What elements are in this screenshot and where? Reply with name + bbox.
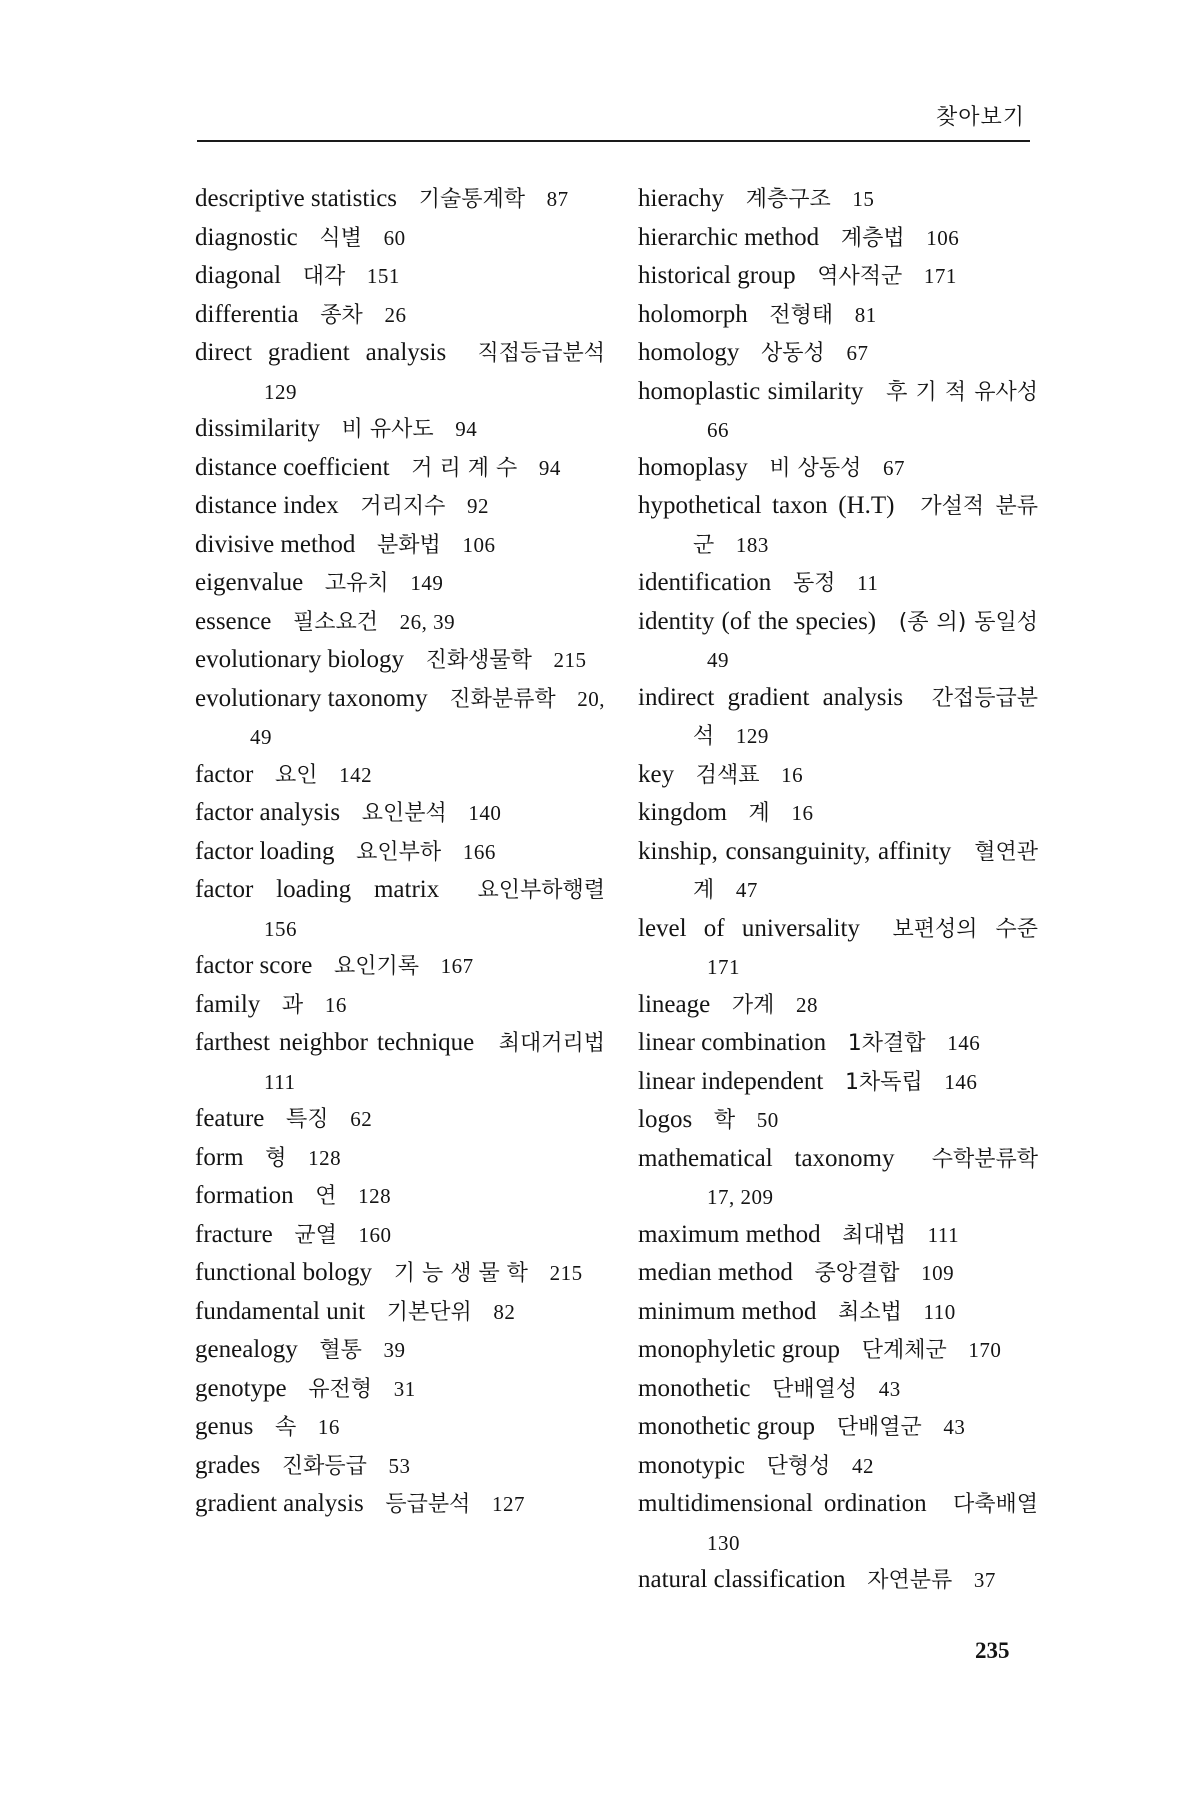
korean-equivalent: (종 의) 동일성 (898, 609, 1038, 635)
korean-equivalent: 요인 (274, 762, 318, 788)
index-entry (638, 1370, 1038, 1409)
korean-equivalent: 진화등급 (281, 1453, 367, 1479)
korean-equivalent: 단배열군 (836, 1415, 922, 1440)
index-entry (638, 833, 1038, 910)
korean-equivalent: 직접등급분석 (477, 341, 605, 366)
page-reference: 171 (707, 955, 740, 979)
index-term: gradient analysis (195, 1490, 364, 1517)
korean-equivalent: 최대법 (842, 1222, 907, 1248)
page-reference: 106 (926, 225, 960, 250)
index-entry (195, 487, 605, 526)
index-term: indirect gradient analysis (638, 683, 904, 711)
index-entry (638, 910, 1038, 986)
page-reference: 67 (883, 455, 906, 480)
index-entry (638, 257, 1038, 296)
page-reference: 92 (467, 494, 489, 518)
index-entry (195, 1331, 605, 1370)
index-term: direct gradient analysis (195, 339, 447, 366)
index-entry (195, 1370, 605, 1409)
korean-equivalent: 식별 (319, 225, 362, 251)
index-term: genotype (195, 1374, 287, 1402)
page-reference: 31 (393, 1376, 416, 1401)
index-entry (195, 871, 605, 947)
index-entry (195, 1100, 605, 1139)
index-entry (195, 1408, 605, 1447)
index-term: evolutionary biology (195, 646, 404, 673)
korean-equivalent: 종차 (320, 302, 363, 328)
index-entry (195, 756, 605, 795)
index-term: feature (195, 1105, 265, 1132)
page-reference: 62 (350, 1107, 373, 1131)
korean-equivalent: 단계체군 (861, 1338, 947, 1363)
page-reference: 142 (339, 762, 373, 787)
index-term: monophyletic group (638, 1336, 841, 1363)
index-term: minimum method (638, 1297, 817, 1325)
index-term: factor loading (195, 837, 335, 865)
index-term: homoplasy (638, 453, 748, 481)
index-entry (638, 1447, 1038, 1486)
index-term: factor analysis (195, 799, 341, 826)
korean-equivalent: 속 (274, 1415, 297, 1440)
page-reference: 49 (707, 648, 729, 672)
index-entry (638, 1293, 1038, 1332)
page-reference: 11 (857, 571, 879, 595)
korean-equivalent: 거리지수 (360, 494, 446, 519)
page-reference: 28 (795, 992, 818, 1017)
index-entry (195, 986, 605, 1025)
page-reference: 26 (384, 302, 407, 327)
page-reference: 50 (756, 1108, 779, 1132)
korean-equivalent: 기술통계학 (418, 187, 525, 212)
page-reference: 60 (383, 225, 406, 250)
korean-equivalent: 1차독립 (844, 1069, 923, 1095)
page-reference: 111 (264, 1069, 296, 1094)
index-term: formation (195, 1182, 294, 1209)
korean-equivalent: 중앙결합 (814, 1261, 900, 1286)
index-term: family (195, 990, 261, 1018)
index-term: identification (638, 569, 772, 596)
index-term: dissimilarity (195, 415, 320, 442)
korean-equivalent: 1차결합 (847, 1031, 926, 1056)
korean-equivalent: 가계 (731, 992, 775, 1018)
index-term: distance coefficient (195, 453, 390, 481)
index-term: linear combination (638, 1029, 827, 1056)
page-reference: 166 (462, 839, 496, 864)
korean-equivalent: 비 유사도 (341, 417, 434, 442)
page-reference: 47 (735, 878, 758, 902)
index-term: key (638, 760, 675, 788)
index-term: descriptive statistics (195, 185, 398, 212)
page-reference: 156 (264, 916, 297, 941)
index-entry (638, 1408, 1038, 1447)
korean-equivalent: 수학분류학 (931, 1146, 1038, 1172)
korean-equivalent: 전형태 (769, 302, 834, 328)
page-reference: 15 (852, 187, 875, 211)
index-entry (195, 1139, 605, 1178)
index-entry (638, 679, 1038, 756)
index-term: eigenvalue (195, 569, 304, 596)
index-term: form (195, 1143, 244, 1171)
page-number: 235 (975, 1638, 1010, 1663)
index-column-right (638, 180, 1038, 1600)
korean-equivalent: 특징 (286, 1107, 329, 1132)
index-term: lineage (638, 990, 711, 1018)
index-entry (638, 1485, 1038, 1561)
index-entry (638, 564, 1038, 603)
korean-equivalent: 계층구조 (745, 187, 831, 212)
korean-equivalent: 연 (315, 1184, 337, 1209)
korean-equivalent: 요인분석 (361, 801, 447, 826)
index-term: fracture (195, 1220, 273, 1248)
page-reference: 109 (921, 1261, 955, 1285)
index-entry (638, 1024, 1038, 1063)
index-entry (638, 1216, 1038, 1255)
page-reference: 183 (735, 532, 769, 557)
page-reference: 129 (264, 379, 297, 404)
page-reference: 42 (851, 1453, 874, 1478)
index-entry (195, 334, 605, 410)
index-term: monothetic (638, 1374, 751, 1402)
page-reference: 106 (462, 532, 496, 557)
index-term: historical group (638, 262, 796, 289)
korean-equivalent: 비 상동성 (769, 455, 862, 481)
korean-equivalent: 거 리 계 수 (411, 455, 518, 481)
index-term: holomorph (638, 300, 748, 328)
page-reference: 160 (358, 1222, 392, 1247)
index-entry (638, 219, 1038, 258)
korean-equivalent: 혈통 (319, 1338, 362, 1363)
index-entry (638, 1331, 1038, 1370)
index-entry (638, 449, 1038, 488)
index-term: hierarchic method (638, 223, 820, 251)
index-entry (638, 1140, 1038, 1216)
page-reference: 111 (927, 1222, 960, 1247)
index-entry (195, 947, 605, 986)
index-entry (195, 603, 605, 642)
korean-equivalent: 동정 (792, 571, 836, 596)
korean-equivalent: 고유치 (324, 571, 389, 596)
index-entry (195, 219, 605, 258)
index-entry (195, 641, 605, 680)
page-reference: 66 (707, 418, 729, 442)
page-reference: 215 (549, 1261, 583, 1285)
index-term: maximum method (638, 1220, 821, 1248)
index-term: mathematical taxonomy (638, 1144, 895, 1172)
index-entry (638, 1561, 1038, 1600)
page-reference: 151 (366, 264, 400, 288)
page-reference: 94 (538, 455, 561, 480)
index-term: factor (195, 760, 254, 788)
index-term: distance index (195, 492, 339, 519)
korean-equivalent: 등급분석 (385, 1492, 471, 1517)
index-column-left (195, 180, 605, 1524)
page-reference: 128 (358, 1184, 392, 1208)
korean-equivalent: 최소법 (838, 1299, 902, 1325)
page-reference: 67 (846, 341, 869, 365)
index-entry (195, 680, 605, 756)
index-entry (195, 833, 605, 872)
page-reference: 215 (553, 648, 587, 672)
korean-equivalent: 필소요건 (292, 609, 378, 635)
index-term: divisive method (195, 530, 356, 558)
index-entry (638, 1254, 1038, 1293)
index-entry (195, 1216, 605, 1255)
index-term: diagonal (195, 262, 282, 289)
page-reference: 128 (308, 1145, 342, 1170)
index-term: kingdom (638, 799, 727, 826)
korean-equivalent: 후 기 적 유사성 (886, 379, 1038, 405)
korean-equivalent: 요인부하행렬 (477, 878, 605, 903)
index-term: functional bology (195, 1259, 373, 1286)
korean-equivalent: 기 능 생 물 학 (393, 1261, 528, 1286)
page-reference: 110 (923, 1299, 956, 1324)
page-reference: 26, 39 (399, 609, 456, 634)
page-reference: 127 (492, 1492, 525, 1516)
korean-equivalent: 단형성 (766, 1453, 831, 1479)
page-reference: 16 (791, 801, 814, 825)
index-term: fundamental unit (195, 1297, 366, 1325)
index-entry (195, 1024, 605, 1100)
page-reference: 17, 209 (707, 1185, 774, 1209)
page-reference: 82 (493, 1299, 516, 1324)
page-reference: 170 (968, 1338, 1002, 1362)
korean-equivalent: 요인기록 (333, 954, 419, 979)
index-term: identity (of the species) (638, 607, 877, 635)
korean-equivalent: 형 (265, 1145, 287, 1171)
korean-equivalent: 유전형 (308, 1376, 373, 1402)
korean-equivalent: 다축배열 (952, 1492, 1038, 1517)
index-term: factor loading matrix (195, 876, 440, 903)
index-entry (638, 334, 1038, 373)
page-reference: 167 (440, 954, 474, 978)
page-reference: 146 (947, 1031, 981, 1055)
page-reference: 53 (388, 1453, 411, 1478)
index-term: monotypic (638, 1451, 745, 1479)
index-term: natural classification (638, 1566, 846, 1593)
index-term: evolutionary taxonomy (195, 684, 428, 712)
page-reference: 43 (878, 1376, 901, 1401)
index-entry (195, 257, 605, 296)
korean-equivalent: 간접등급분석 (693, 685, 1038, 749)
page-reference: 87 (546, 187, 569, 211)
page-reference: 16 (781, 762, 804, 787)
korean-equivalent: 단배열성 (772, 1376, 858, 1402)
korean-equivalent: 자연분류 (867, 1568, 953, 1593)
korean-equivalent: 계 (748, 801, 770, 826)
page-reference: 140 (468, 801, 502, 825)
korean-equivalent: 과 (281, 992, 304, 1018)
index-entry (638, 986, 1038, 1025)
index-term: monothetic group (638, 1413, 816, 1440)
index-entry (638, 296, 1038, 335)
index-entry (638, 1101, 1038, 1140)
index-term: kinship, consanguinity, affinity (638, 837, 952, 865)
index-term: median method (638, 1259, 793, 1286)
index-entry (638, 603, 1038, 679)
korean-equivalent: 가설적 분류군 (693, 494, 1038, 558)
index-entry (195, 180, 605, 219)
index-entry (638, 756, 1038, 795)
index-entry (195, 449, 605, 488)
page-reference: 146 (944, 1069, 978, 1094)
index-term: homoplastic similarity (638, 377, 864, 405)
index-term: multidimensional ordination (638, 1490, 927, 1517)
page-reference: 130 (707, 1530, 740, 1555)
index-term: grades (195, 1451, 261, 1479)
index-term: homology (638, 339, 740, 366)
korean-equivalent: 학 (713, 1108, 736, 1133)
index-term: linear independent (638, 1067, 824, 1095)
index-entry (195, 794, 605, 833)
index-entry (195, 1177, 605, 1216)
page-reference: 20, 49 (250, 686, 605, 749)
korean-equivalent: 검색표 (695, 762, 760, 788)
page-reference: 16 (317, 1415, 340, 1439)
page-reference: 94 (455, 417, 478, 441)
page-reference: 81 (854, 302, 877, 327)
korean-equivalent: 기본단위 (386, 1299, 472, 1325)
korean-equivalent: 상동성 (761, 341, 825, 366)
korean-equivalent: 진화분류학 (449, 686, 556, 712)
korean-equivalent: 보편성의 수준 (892, 916, 1038, 942)
index-term: logos (638, 1106, 693, 1133)
korean-equivalent: 균열 (294, 1222, 337, 1248)
index-entry (638, 180, 1038, 219)
page-reference: 39 (383, 1338, 406, 1362)
korean-equivalent: 대각 (302, 264, 346, 289)
korean-equivalent: 최대거리법 (498, 1031, 605, 1056)
index-entry (638, 794, 1038, 833)
header-rule (197, 140, 1030, 142)
index-entry (638, 487, 1038, 564)
page-reference: 43 (943, 1415, 966, 1439)
korean-equivalent: 요인부하 (356, 839, 442, 865)
index-term: genealogy (195, 1336, 298, 1363)
page-reference: 171 (923, 264, 957, 288)
index-entry (195, 1293, 605, 1332)
index-term: hypothetical taxon (H.T) (638, 492, 895, 519)
index-entry (195, 526, 605, 565)
korean-equivalent: 계층법 (840, 225, 905, 251)
index-entry (638, 373, 1038, 449)
korean-equivalent: 분화법 (377, 532, 441, 558)
korean-equivalent: 진화생물학 (425, 648, 532, 673)
index-term: level of universality (638, 914, 860, 942)
index-entry (638, 1063, 1038, 1102)
index-entry (195, 1254, 605, 1293)
running-head-title: 찾아보기 (935, 105, 1025, 130)
page-reference: 149 (410, 571, 444, 595)
index-entry (195, 564, 605, 603)
page-reference: 37 (973, 1568, 996, 1592)
index-term: farthest neighbor technique (195, 1029, 475, 1056)
index-term: diagnostic (195, 223, 298, 251)
korean-equivalent: 혈연관계 (693, 839, 1038, 903)
index-term: essence (195, 607, 272, 635)
index-entry (195, 1485, 605, 1524)
page-reference: 16 (324, 992, 347, 1017)
index-term: genus (195, 1413, 254, 1440)
index-entry (195, 1447, 605, 1486)
page-reference: 129 (735, 724, 769, 748)
index-entry (195, 296, 605, 335)
index-term: factor score (195, 952, 313, 979)
index-term: hierachy (638, 185, 725, 212)
korean-equivalent: 역사적군 (817, 264, 903, 289)
index-entry (195, 410, 605, 449)
index-term: differentia (195, 300, 299, 328)
